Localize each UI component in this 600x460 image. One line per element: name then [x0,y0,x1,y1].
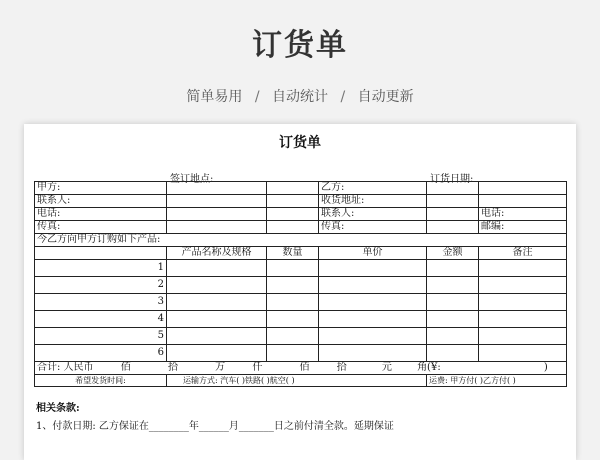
terms-heading: 相关条款: [36,403,80,414]
cell[interactable] [319,277,427,294]
cell[interactable] [427,195,479,208]
cell[interactable] [479,260,567,277]
cell[interactable] [427,328,479,345]
unit-label: 拾 [167,362,178,373]
postcode-label: 邮编: [479,221,567,234]
contact-a-label: 联系人: [35,195,167,208]
cell[interactable] [319,294,427,311]
order-sheet [24,124,576,460]
row-number: 2 [35,277,167,294]
phone-a-label: 电话: [35,208,167,221]
cell[interactable] [479,195,567,208]
contact-b-label: 联系人: [319,208,427,221]
cell[interactable] [479,182,567,195]
unit-label: ) [543,362,548,373]
subtitle-separator: / [254,89,260,105]
order-form-table [34,181,567,387]
receive-address-label: 收货地址: [319,195,427,208]
cell[interactable] [267,182,319,195]
unit-label: 佰 [120,362,131,373]
cell[interactable] [267,311,319,328]
cell[interactable] [167,221,267,234]
party-b-label: 乙方: [319,182,427,195]
cell[interactable] [479,328,567,345]
cell[interactable] [267,208,319,221]
party-a-cell[interactable] [167,182,267,195]
subtitle-item: 简单易用 [186,89,243,105]
cell[interactable] [479,311,567,328]
cell[interactable] [427,221,479,234]
subtitle-item: 自动更新 [357,89,414,105]
sign-place-label: 签订地点: [170,174,214,185]
unit-label: 角(¥: [417,362,441,373]
row-number: 4 [35,311,167,328]
cell[interactable] [427,260,479,277]
subtitle-item: 自动统计 [272,89,328,105]
transport-label: 运输方式: 汽车( )铁路( )航空( ) [167,375,427,387]
delivery-time-label: 希望发货时间: [35,375,167,387]
cell[interactable] [427,311,479,328]
cell[interactable] [267,345,319,362]
cell[interactable] [427,182,479,195]
unit-label: 元 [381,362,392,373]
total-row [35,362,567,375]
cell[interactable] [267,221,319,234]
cell[interactable] [267,328,319,345]
column-header-price: 单价 [319,247,427,260]
unit-label: 拾 [336,362,347,373]
cell[interactable] [167,277,267,294]
cell[interactable] [427,208,479,221]
cell[interactable] [167,208,267,221]
cell[interactable] [427,294,479,311]
phone-b-label: 电话: [479,208,567,221]
row-number: 3 [35,294,167,311]
cell[interactable] [267,294,319,311]
column-header-blank [35,247,167,260]
cell[interactable] [167,311,267,328]
row-number: 1 [35,260,167,277]
total-label: 合计: 人民币 [37,362,94,373]
cell[interactable] [267,195,319,208]
cell[interactable] [167,328,267,345]
cell[interactable] [479,277,567,294]
cell[interactable] [479,294,567,311]
cell[interactable] [427,277,479,294]
fax-b-label: 传真: [319,221,427,234]
cell[interactable] [167,345,267,362]
intro-text: 今乙方向甲方订购如下产品: [35,234,567,247]
cell[interactable] [267,260,319,277]
column-header-quantity: 数量 [267,247,319,260]
cell[interactable] [479,345,567,362]
cell[interactable] [427,345,479,362]
order-date-label: 订货日期: [430,174,474,185]
cell[interactable] [319,311,427,328]
party-a-label: 甲方: [35,182,167,195]
cell[interactable] [167,294,267,311]
cell[interactable] [167,195,267,208]
cell[interactable] [267,277,319,294]
freight-label: 运费: 甲方付( )乙方付( ) [427,375,567,387]
page-title: 订货单 [252,28,348,63]
unit-label: 万 [215,362,226,373]
terms-section [36,399,394,432]
sheet-title: 订货单 [279,135,321,151]
column-header-amount: 金额 [427,247,479,260]
cell[interactable] [319,260,427,277]
column-header-product: 产品名称及规格 [167,247,267,260]
column-header-remark: 备注 [479,247,567,260]
row-number: 6 [35,345,167,362]
unit-label: 仟 [252,362,263,373]
subtitle [0,86,600,106]
fax-a-label: 传真: [35,221,167,234]
row-number: 5 [35,328,167,345]
cell[interactable] [319,328,427,345]
cell[interactable] [319,345,427,362]
unit-label: 佰 [299,362,310,373]
subtitle-separator: / [340,89,346,105]
cell[interactable] [167,260,267,277]
terms-line: 1、付款日期: 乙方保证在________年______月_______日之前付清全款。延期保证 [36,421,394,432]
